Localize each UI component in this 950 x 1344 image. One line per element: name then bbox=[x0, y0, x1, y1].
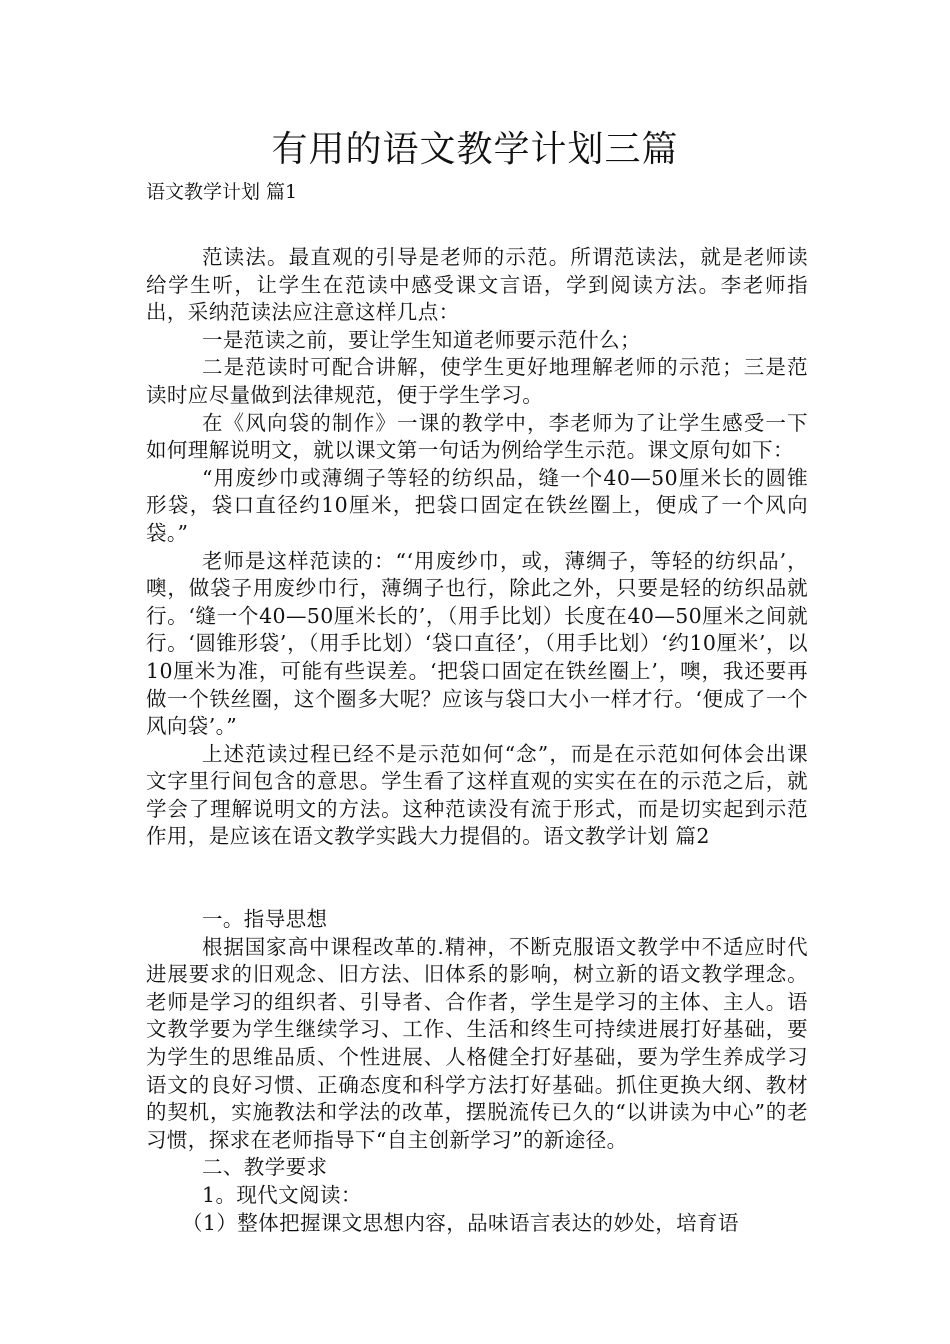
paragraph: 在《风向袋的制作》一课的教学中，李老师为了让学生感受一下如何理解说明文，就以课文第一句话为例给学生示范。课文原句如下： bbox=[146, 410, 808, 463]
section-heading-1: 语文教学计划 篇1 bbox=[146, 181, 298, 203]
paragraph: 一是范读之前，要让学生知道老师要示范什么； bbox=[202, 327, 641, 352]
section-heading-requirements: 二、教学要求 bbox=[202, 1155, 328, 1180]
paragraph: 根据国家高中课程改革的.精神，不断克服语文教学中不适应时代进展要求的旧观念、旧方法、旧体系的影响，树立新的语文教学理念。老师是学习的组织者、引导者、合作者，学生是学习的主体、主人。语文教学要为学生继续学习、工作、生活和终生可持续进展打好基础，要为学生的思维品质、个性进展、人格健全打好基础，要为学生养成学习语文的良好习惯、正确态度和科学方法打好基础。抓住更换大纲、教材的契机，实施教法和学法的改革，摆脱流传已久的“以讲读为中心”的老习惯，探求在老师指导下“自主创新学习”的新途径。 bbox=[146, 934, 808, 1152]
paragraph: 老师是这样范读的：“‘用废纱巾，或，薄绸子，等轻的纺织品’，噢，做袋子用废纱巾行，薄绸子也行，除此之外，只要是轻的纺织品就行。‘缝一个40—50厘米长的’，（用手比划）长度在40—50厘米之间就行。‘圆锥形袋’，（用手比划）‘袋口直径’，（用手比划）‘约10厘米’，以10厘米为准，可能有些误差。‘把袋口固定在铁丝圈上’，噢，我还要再做一个铁丝圈，这个圈多大呢？应该与袋口大小一样才行。‘便成了一个风向袋’。” bbox=[146, 548, 808, 739]
paragraph: （1）整体把握课文思想内容，品味语言表达的妙处，培育语 bbox=[182, 1210, 739, 1235]
document-title: 有用的语文教学计划三篇 bbox=[271, 129, 679, 170]
section-spacer bbox=[146, 851, 808, 906]
section-heading-guiding: 一。指导思想 bbox=[202, 907, 328, 932]
paragraph: 范读法。最直观的引导是老师的示范。所谓范读法，就是老师读给学生听，让学生在范读中感受课文言语，学到阅读方法。李老师指出，采纳范读法应注意这样几点： bbox=[146, 245, 808, 325]
document-body bbox=[146, 244, 808, 1237]
paragraph: 上述范读过程已经不是示范如何“念”，而是在示范如何体会出课文字里行间包含的意思。学生看了这样直观的实实在在的示范之后，就学会了理解说明文的方法。这种范读没有流于形式，而是切实起到示范作用，是应该在语文教学实践大力提倡的。语文教学计划 篇2 bbox=[146, 741, 808, 849]
paragraph: “用废纱巾或薄绸子等轻的纺织品，缝一个40—50厘米长的圆锥形袋，袋口直径约10厘米，把袋口固定在铁丝圈上，便成了一个风向袋。” bbox=[146, 465, 808, 545]
paragraph: 1。现代文阅读： bbox=[202, 1183, 362, 1207]
paragraph: 二是范读时可配合讲解，使学生更好地理解老师的示范；三是范读时应尽量做到法律规范，便于学生学习。 bbox=[146, 355, 808, 407]
